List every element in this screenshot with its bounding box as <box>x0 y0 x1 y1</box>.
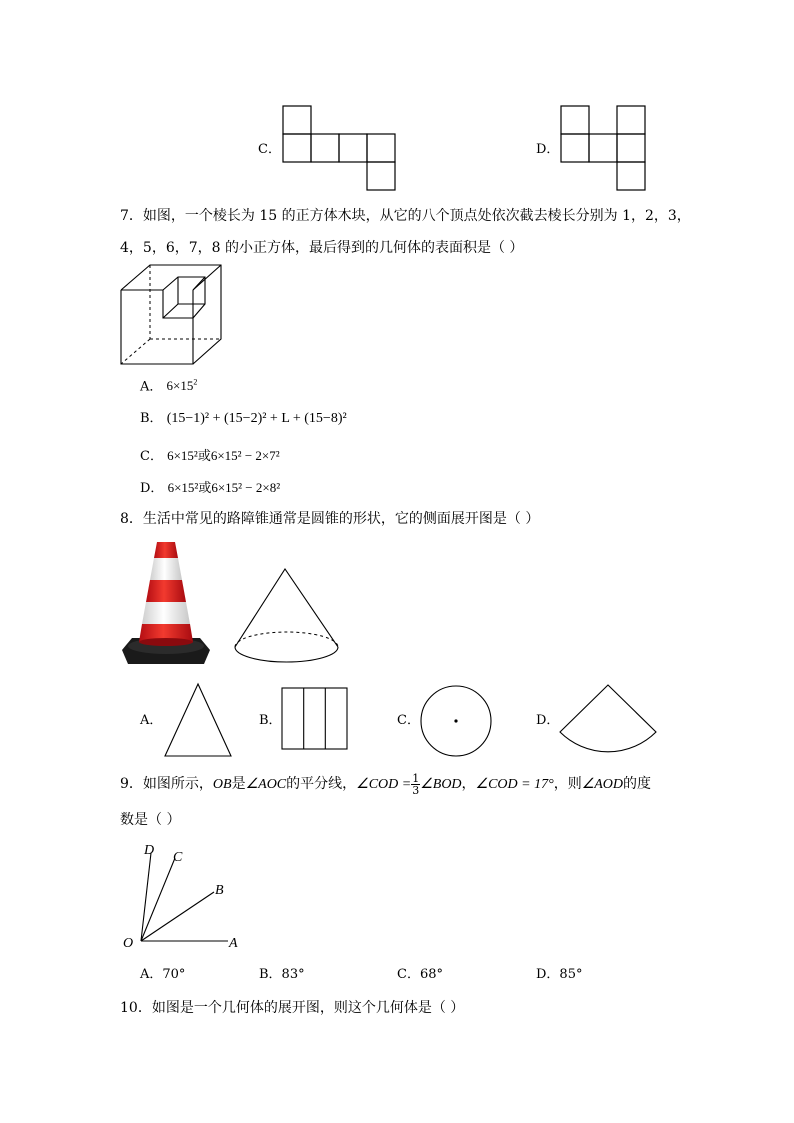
q9-angle-aod: ∠AOD <box>581 777 624 792</box>
q8-option-d-label: D． <box>536 713 560 728</box>
q7-option-c-or: 或 <box>197 449 211 464</box>
q9-label-o: O <box>123 936 134 951</box>
q9-label-b: B <box>215 883 224 898</box>
q7-option-d-expression-2: 6×15² − 2×8² <box>211 480 281 495</box>
q9-stem-line1 <box>120 770 651 799</box>
q7-option-a <box>140 374 197 396</box>
q8-option-b-rectangle-figure <box>281 687 349 751</box>
q7-option-a-base: 6×15 <box>166 378 194 394</box>
q7-option-d-or: 或 <box>198 481 212 496</box>
q8-option-a-label: A． <box>140 713 163 728</box>
q9-option-c: C．68° <box>397 967 443 982</box>
q7-option-d-label: D． <box>140 481 164 496</box>
q6-option-d-net-figure <box>559 104 651 192</box>
q7-truncated-cube-figure <box>118 262 224 368</box>
q7-option-b-label: B． <box>140 411 163 426</box>
q9-angle-cod-value: ∠COD = 17° <box>475 777 554 792</box>
q8-stem: 8．生活中常见的路障锥通常是圆锥的形状，它的侧面展开图是（ ） <box>120 511 540 527</box>
q8-option-d-sector-figure <box>558 684 658 756</box>
q9-option-b: B．83° <box>259 967 305 982</box>
q9-label-c: C <box>173 850 183 865</box>
q9-text-d: ， <box>461 776 476 792</box>
q9-label-d: D <box>144 843 155 858</box>
q8-option-b-label: B． <box>259 713 282 728</box>
q7-option-c-expression-1: 6×15² <box>167 448 198 463</box>
q7-option-c <box>140 447 280 466</box>
q7-option-d-expression-1: 6×15² <box>167 480 199 495</box>
q9-fraction-numerator: 1 <box>412 771 420 785</box>
q7-option-a-expression <box>167 378 198 393</box>
q7-option-a-exponent: 2 <box>193 378 198 387</box>
q7-option-a-label: A． <box>140 379 163 395</box>
q9-text-f: 的度 <box>623 776 652 792</box>
q9-stem-line2: 数是（ ） <box>120 812 181 828</box>
q9-angle-bod: ∠BOD <box>420 777 462 792</box>
q8-option-a-triangle-figure <box>162 682 234 758</box>
q9-ob: OB <box>212 777 232 792</box>
q7-option-b-expression: (15−1)² + (15−2)² + L + (15−8)² <box>166 411 347 426</box>
q9-text-c: 的平分线， <box>286 776 357 792</box>
q9-angle-cod: ∠COD = <box>356 777 412 792</box>
q9-label-a: A <box>229 936 238 951</box>
q7-option-d <box>140 479 280 498</box>
q8-option-c-circle-figure <box>419 684 493 758</box>
q6-option-c-net-figure <box>280 104 400 192</box>
q9-fraction <box>411 773 420 796</box>
q6-option-d-label: D． <box>536 142 560 157</box>
q9-text-e: ，则 <box>553 776 582 792</box>
q9-fraction-denominator: 3 <box>412 783 420 797</box>
q9-text-b: 是 <box>231 776 246 792</box>
q10-stem: 10．如图是一个几何体的展开图，则这个几何体是（ ） <box>120 1000 465 1016</box>
q7-option-c-label: C． <box>140 449 163 464</box>
q9-text-a: 9．如图所示， <box>120 776 213 792</box>
q7-stem-line1: 7．如图，一个棱长为 15 的正方体木块，从它的八个顶点处依次截去棱长分别为 1，2，3， <box>120 208 691 224</box>
q9-option-a: A．70° <box>140 967 186 982</box>
cone-figure <box>232 566 342 670</box>
q9-option-d: D．85° <box>536 967 583 982</box>
q9-angle-figure <box>118 838 248 954</box>
q7-option-b <box>140 410 347 428</box>
q8-option-c-label: C． <box>397 713 420 728</box>
q7-option-c-expression-2: 6×15² − 2×7² <box>210 448 280 463</box>
q7-stem-line2: 4，5，6，7，8 的小正方体，最后得到的几何体的表面积是（ ） <box>120 240 524 256</box>
traffic-cone-image <box>118 540 214 670</box>
q9-angle-aoc: ∠AOC <box>245 777 287 792</box>
q6-option-c-label: C． <box>258 142 281 157</box>
